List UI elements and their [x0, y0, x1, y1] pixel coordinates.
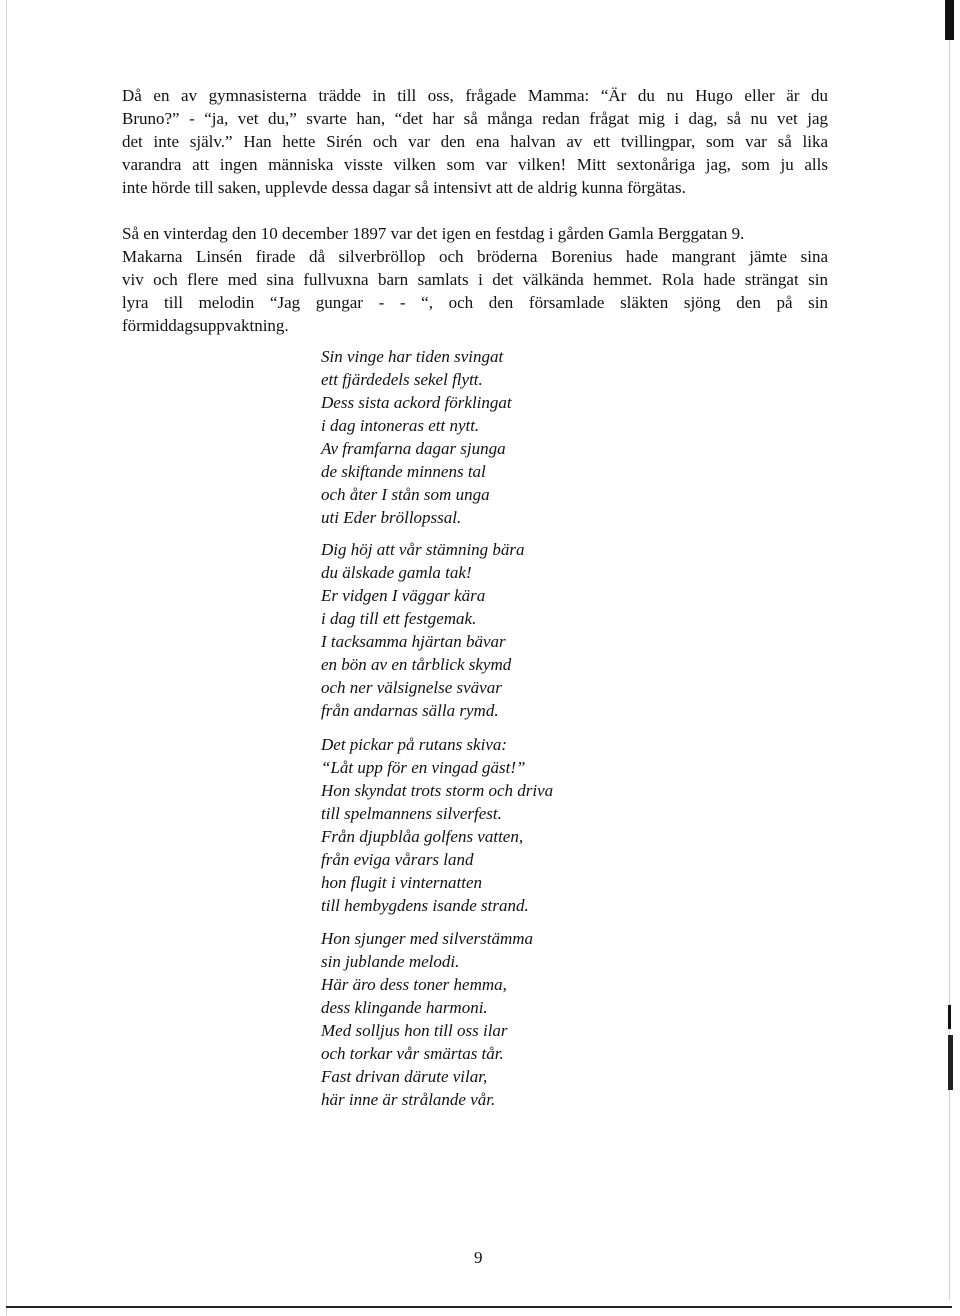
poem-line: en bön av en tårblick skymd	[321, 655, 512, 674]
poem-stanza-1	[321, 345, 512, 529]
poem-line: i dag till ett festgemak.	[321, 609, 477, 628]
poem-line: och ner välsignelse svävar	[321, 678, 502, 697]
poem-line: från eviga vårars land	[321, 850, 474, 869]
poem-line: i dag intoneras ett nytt.	[321, 416, 480, 435]
page-number: 9	[474, 1248, 483, 1267]
poem-line: “Låt upp för en vingad gäst!”	[321, 758, 526, 777]
poem-line: Det pickar på rutans skiva:	[321, 735, 508, 754]
paragraph-line: viv och flere med sina fullvuxna barn samlats i det välkända hemmet. Rola hade strängat sin	[122, 270, 828, 289]
poem-stanza-4	[321, 927, 533, 1111]
poem-line: här inne är strålande vår.	[321, 1090, 496, 1109]
poem-line: de skiftande minnens tal	[321, 462, 486, 481]
poem-line: och åter I stån som unga	[321, 485, 490, 504]
poem-line: till spelmannens silverfest.	[321, 804, 502, 823]
paragraph-line: Då en av gymnasisterna trädde in till oss, frågade Mamma: “Är du nu Hugo eller är du	[122, 86, 828, 105]
poem-line: sin jublande melodi.	[321, 952, 460, 971]
poem-line: Dess sista ackord förklingat	[321, 393, 512, 412]
paragraph-1	[122, 84, 828, 199]
poem-line: Fast drivan därute vilar,	[321, 1067, 488, 1086]
paragraph-line: Bruno?” - “ja, vet du,” svarte han, “det har så många redan frågat mig i dag, så nu vet jag	[122, 109, 828, 128]
poem-line: Med solljus hon till oss ilar	[321, 1021, 508, 1040]
paragraph-line: Makarna Linsén firade då silverbröllop och bröderna Borenius hade mangrant jämte sina	[122, 247, 828, 266]
poem-line: Från djupblåa golfens vatten,	[321, 827, 524, 846]
poem-line: du älskade gamla tak!	[321, 563, 472, 582]
poem-line: Dig höj att vår stämning bära	[321, 540, 525, 559]
scan-edge-right	[949, 40, 950, 1300]
poem-line: Av framfarna dagar sjunga	[321, 439, 506, 458]
paragraph-line: inte hörde till saken, upplevde dessa dagar så intensivt att de aldrig kunna förgätas.	[122, 178, 686, 197]
poem-line: ett fjärdedels sekel flytt.	[321, 370, 483, 389]
poem-line: Er vidgen I väggar kära	[321, 586, 486, 605]
poem-line: hon flugit i vinternatten	[321, 873, 483, 892]
scan-mark-right-2	[948, 1035, 953, 1090]
scan-mark-right-1	[948, 1005, 951, 1029]
poem-line: dess klingande harmoni.	[321, 998, 488, 1017]
poem-line: Hon sjunger med silverstämma	[321, 929, 534, 948]
scan-mark-top-right	[945, 0, 954, 40]
paragraph-line: det inte själv.” Han hette Sirén och var den ena halvan av ett tvillingpar, som var så lika	[122, 132, 828, 151]
paragraph-line: Så en vinterdag den 10 december 1897 var det igen en festdag i gården Gamla Berggatan 9.	[122, 224, 745, 243]
paragraph-line: förmiddagsuppvaktning.	[122, 316, 289, 335]
scan-edge-left	[6, 0, 7, 1316]
paragraph-2	[122, 222, 828, 337]
paragraph-line: lyra till melodin “Jag gungar - - “, och den församlade släkten sjöng den på sin	[122, 293, 828, 312]
poem-line: till hembygdens isande strand.	[321, 896, 529, 915]
poem-line: Sin vinge har tiden svingat	[321, 347, 504, 366]
paragraph-line: varandra att ingen människa visste vilken som var vilken! Mitt sextonåriga jag, som ju alls	[122, 155, 828, 174]
poem-line: från andarnas sälla rymd.	[321, 701, 499, 720]
scan-edge-bottom	[6, 1306, 952, 1308]
poem-line: Här äro dess toner hemma,	[321, 975, 507, 994]
poem-line: Hon skyndat trots storm och driva	[321, 781, 554, 800]
poem-stanza-3	[321, 733, 553, 917]
poem-stanza-2	[321, 538, 525, 722]
poem-line: uti Eder bröllopssal.	[321, 508, 462, 527]
poem-line: och torkar vår smärtas tår.	[321, 1044, 504, 1063]
poem-line: I tacksamma hjärtan bävar	[321, 632, 506, 651]
